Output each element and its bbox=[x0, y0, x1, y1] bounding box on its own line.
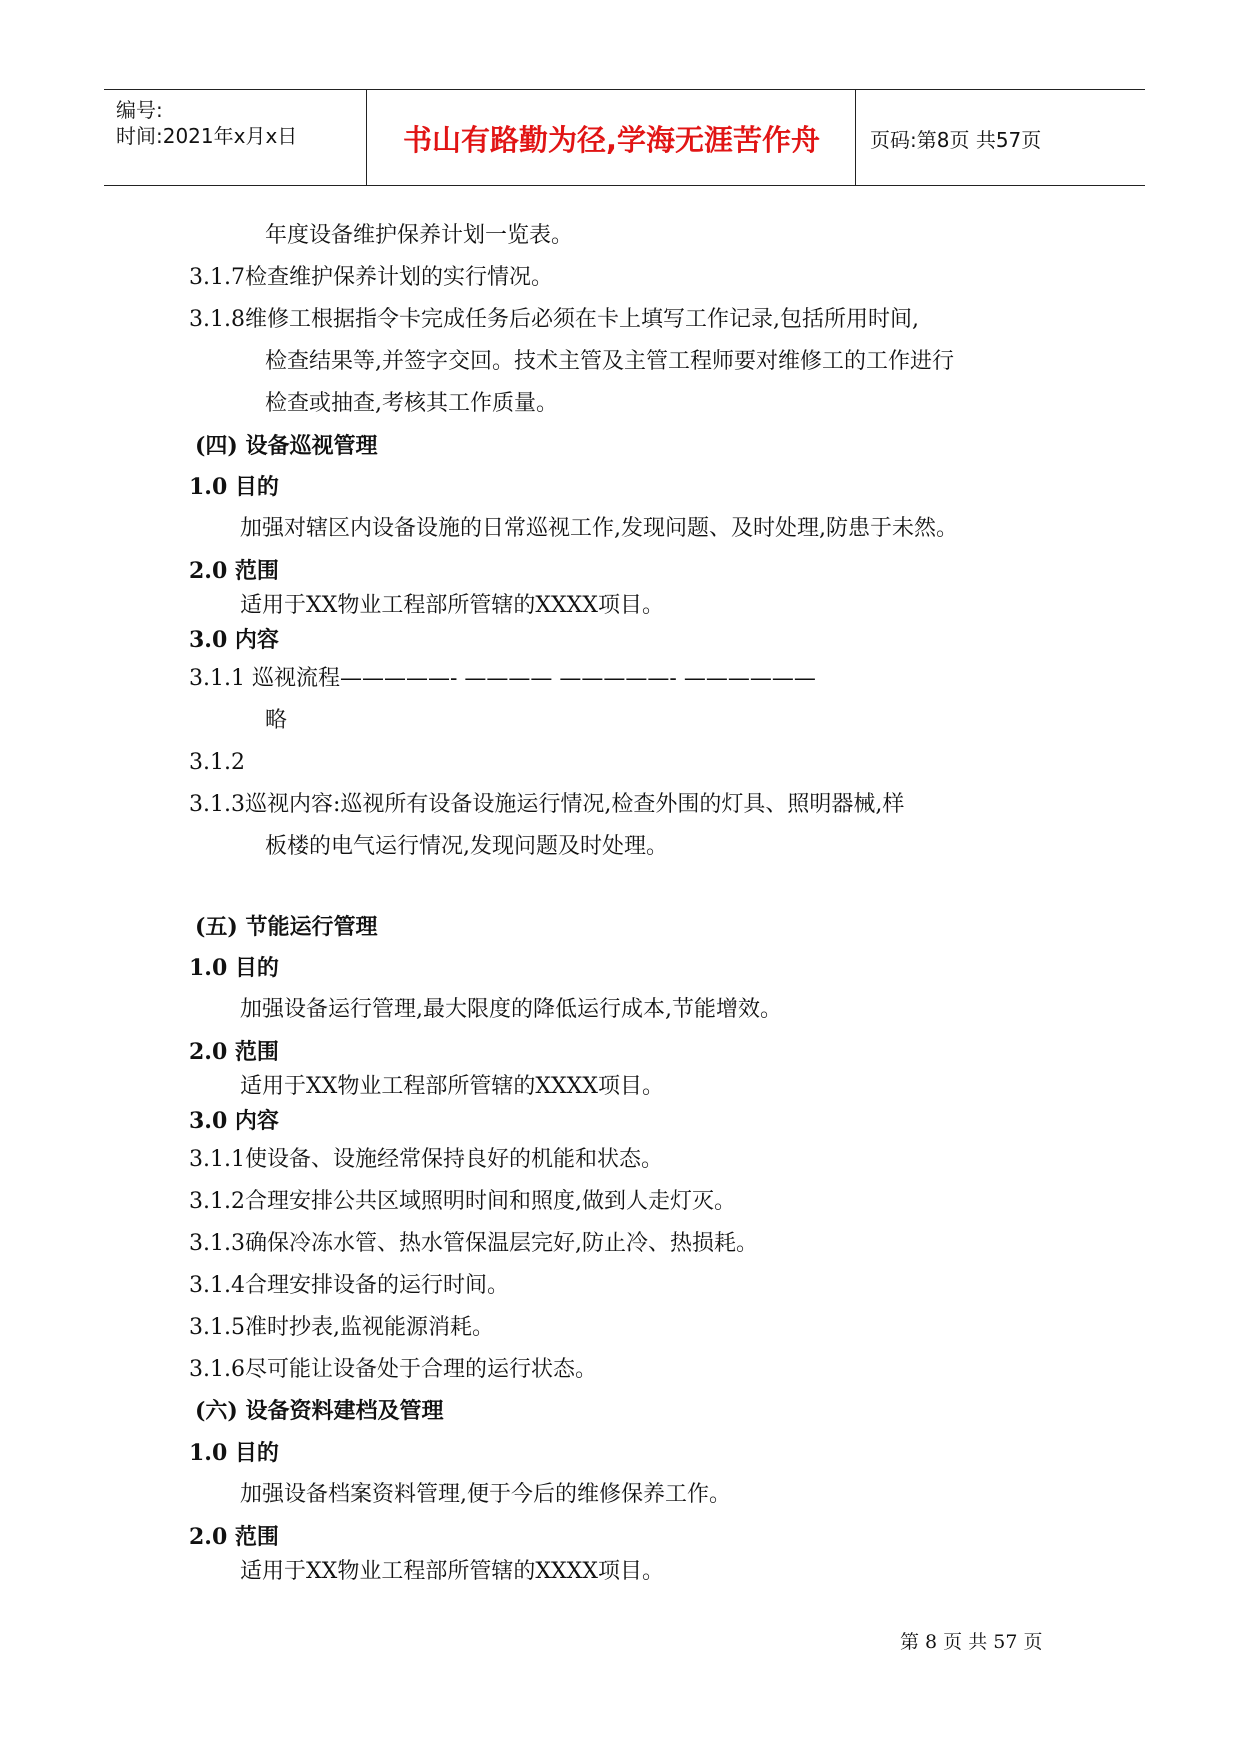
body-line: 加强设备档案资料管理,便于今后的维修保养工作。 bbox=[240, 1482, 731, 1507]
page-footer: 第 8 页 共 57 页 bbox=[900, 1631, 1043, 1653]
subsection-heading: 1.0 目的 bbox=[189, 1440, 279, 1466]
section-heading: (五) 节能运行管理 bbox=[195, 914, 378, 940]
header-middle-cell bbox=[367, 90, 856, 185]
body-line: 3.1.6尽可能让设备处于合理的运行状态。 bbox=[189, 1357, 597, 1382]
subsection-heading: 3.0 内容 bbox=[189, 1108, 279, 1134]
subsection-heading: 2.0 范围 bbox=[189, 1039, 279, 1065]
body-line: 略 bbox=[265, 708, 288, 733]
subsection-heading: 1.0 目的 bbox=[189, 955, 279, 981]
subsection-heading: 2.0 范围 bbox=[189, 1524, 279, 1550]
body-line: 3.1.7检查维护保养计划的实行情况。 bbox=[189, 265, 553, 290]
body-line: 3.1.2合理安排公共区域照明时间和照度,做到人走灯灭。 bbox=[189, 1189, 736, 1214]
subsection-heading: 3.0 内容 bbox=[189, 627, 279, 653]
body-line: 板楼的电气运行情况,发现问题及时处理。 bbox=[265, 834, 668, 859]
body-line: 3.1.3确保冷冻水管、热水管保温层完好,防止冷、热损耗。 bbox=[189, 1231, 758, 1256]
subsection-heading: 2.0 范围 bbox=[189, 558, 279, 584]
body-line: 3.1.4合理安排设备的运行时间。 bbox=[189, 1273, 509, 1298]
body-line: 年度设备维护保养计划一览表。 bbox=[265, 223, 574, 248]
body-line: 3.1.3巡视内容:巡视所有设备设施运行情况,检查外围的灯具、照明器械,样 bbox=[189, 792, 905, 817]
body-line: 适用于XX物业工程部所管辖的XXXX项目。 bbox=[240, 593, 664, 618]
body-line: 3.1.5准时抄表,监视能源消耗。 bbox=[189, 1315, 494, 1340]
section-heading: (六) 设备资料建档及管理 bbox=[195, 1398, 444, 1424]
body-line: 3.1.8维修工根据指令卡完成任务后必须在卡上填写工作记录,包括所用时间, bbox=[189, 307, 919, 332]
body-line: 3.1.2 bbox=[189, 750, 245, 775]
body-line: 适用于XX物业工程部所管辖的XXXX项目。 bbox=[240, 1559, 664, 1584]
body-line: 3.1.1 巡视流程—————- ———— —————- —————— bbox=[189, 666, 816, 691]
section-heading: (四) 设备巡视管理 bbox=[195, 433, 378, 459]
header-left-cell bbox=[104, 90, 367, 185]
subsection-heading: 1.0 目的 bbox=[189, 474, 279, 500]
body-line: 适用于XX物业工程部所管辖的XXXX项目。 bbox=[240, 1074, 664, 1099]
body-line: 3.1.1使设备、设施经常保持良好的机能和状态。 bbox=[189, 1147, 663, 1172]
header-motto: 书山有路勤为径,学海无涯苦作舟 bbox=[402, 123, 821, 157]
serial-label: 编号: bbox=[116, 98, 163, 122]
body-line: 加强对辖区内设备设施的日常巡视工作,发现问题、及时处理,防患于未然。 bbox=[240, 516, 958, 541]
body-line: 加强设备运行管理,最大限度的降低运行成本,节能增效。 bbox=[240, 997, 782, 1022]
page-header bbox=[104, 89, 1145, 186]
time-label: 时间:2021年x月x日 bbox=[116, 124, 298, 148]
header-page-label: 页码:第8页 共57页 bbox=[870, 128, 1042, 152]
header-right-cell bbox=[856, 90, 1145, 185]
body-line: 检查或抽查,考核其工作质量。 bbox=[265, 391, 558, 416]
body-line: 检查结果等,并签字交回。技术主管及主管工程师要对维修工的工作进行 bbox=[265, 349, 954, 374]
